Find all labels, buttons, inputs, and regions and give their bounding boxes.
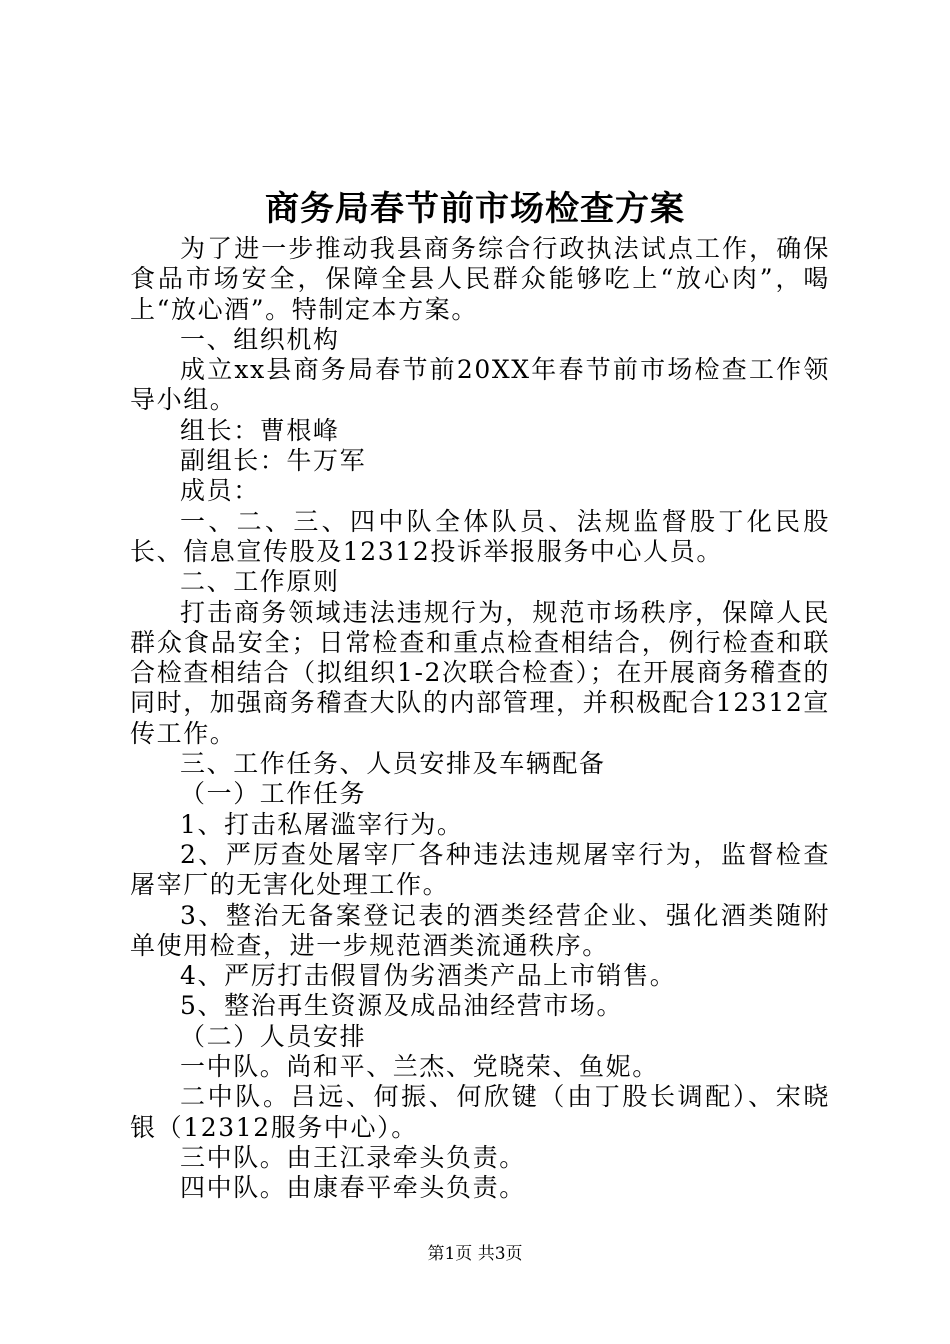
list-item: 2、严厉查处屠宰厂各种违法违规屠宰行为，监督检查屠宰厂的无害化处理工作。 — [130, 839, 830, 900]
list-item: 副组长：牛万军 — [180, 446, 367, 476]
section-heading: 一、组织机构 — [180, 324, 340, 354]
document-body — [130, 234, 830, 1204]
page-footer: 第1页 共3页 — [427, 1244, 523, 1264]
paragraph: 为了进一步推动我县商务综合行政执法试点工作，确保食品市场安全，保障全县人民群众能够吃上“放心肉”，喝上“放心酒”。特制定本方案。 — [130, 234, 830, 324]
section-heading: 三、工作任务、人员安排及车辆配备 — [180, 749, 606, 779]
list-item: 4、严厉打击假冒伪劣酒类产品上市销售。 — [180, 961, 677, 991]
paragraph: 打击商务领域违法违规行为，规范市场秩序，保障人民群众食品安全；日常检查和重点检查相结合，例行检查和联合检查相结合（拟组织1-2次联合检查）；在开展商务稽查的同时，加强商务稽查大队的内部管理，并积极配合12312宣传工作。 — [130, 597, 830, 748]
subsection-heading: （一）工作任务 — [180, 779, 367, 809]
list-item: 二中队。吕远、何振、何欣键（由丁股长调配）、宋晓银（12312服务中心）。 — [130, 1082, 830, 1142]
list-item: 组长：曹根峰 — [180, 415, 340, 445]
subsection-heading: （二）人员安排 — [180, 1021, 367, 1051]
document-title: 商务局春节前市场检查方案 — [265, 189, 685, 229]
list-item: 一中队。尚和平、兰杰、党晓荣、鱼妮。 — [180, 1052, 659, 1082]
paragraph: 成立xx县商务局春节前20XX年春节前市场检查工作领导小组。 — [130, 355, 830, 415]
section-heading: 二、工作原则 — [180, 567, 340, 597]
list-item: 成员： — [180, 476, 260, 506]
paragraph: 一、二、三、四中队全体队员、法规监督股丁化民股长、信息宣传股及12312投诉举报服务中心人员。 — [130, 506, 830, 566]
list-item: 四中队。由康春平牵头负责。 — [180, 1173, 526, 1203]
list-item: 3、整治无备案登记表的酒类经营企业、强化酒类随附单使用检查，进一步规范酒类流通秩序。 — [130, 900, 830, 960]
list-item: 1、打击私屠滥宰行为。 — [180, 809, 464, 839]
list-item: 5、整治再生资源及成品油经营市场。 — [180, 991, 624, 1021]
list-item: 三中队。由王江录牵头负责。 — [180, 1142, 526, 1172]
